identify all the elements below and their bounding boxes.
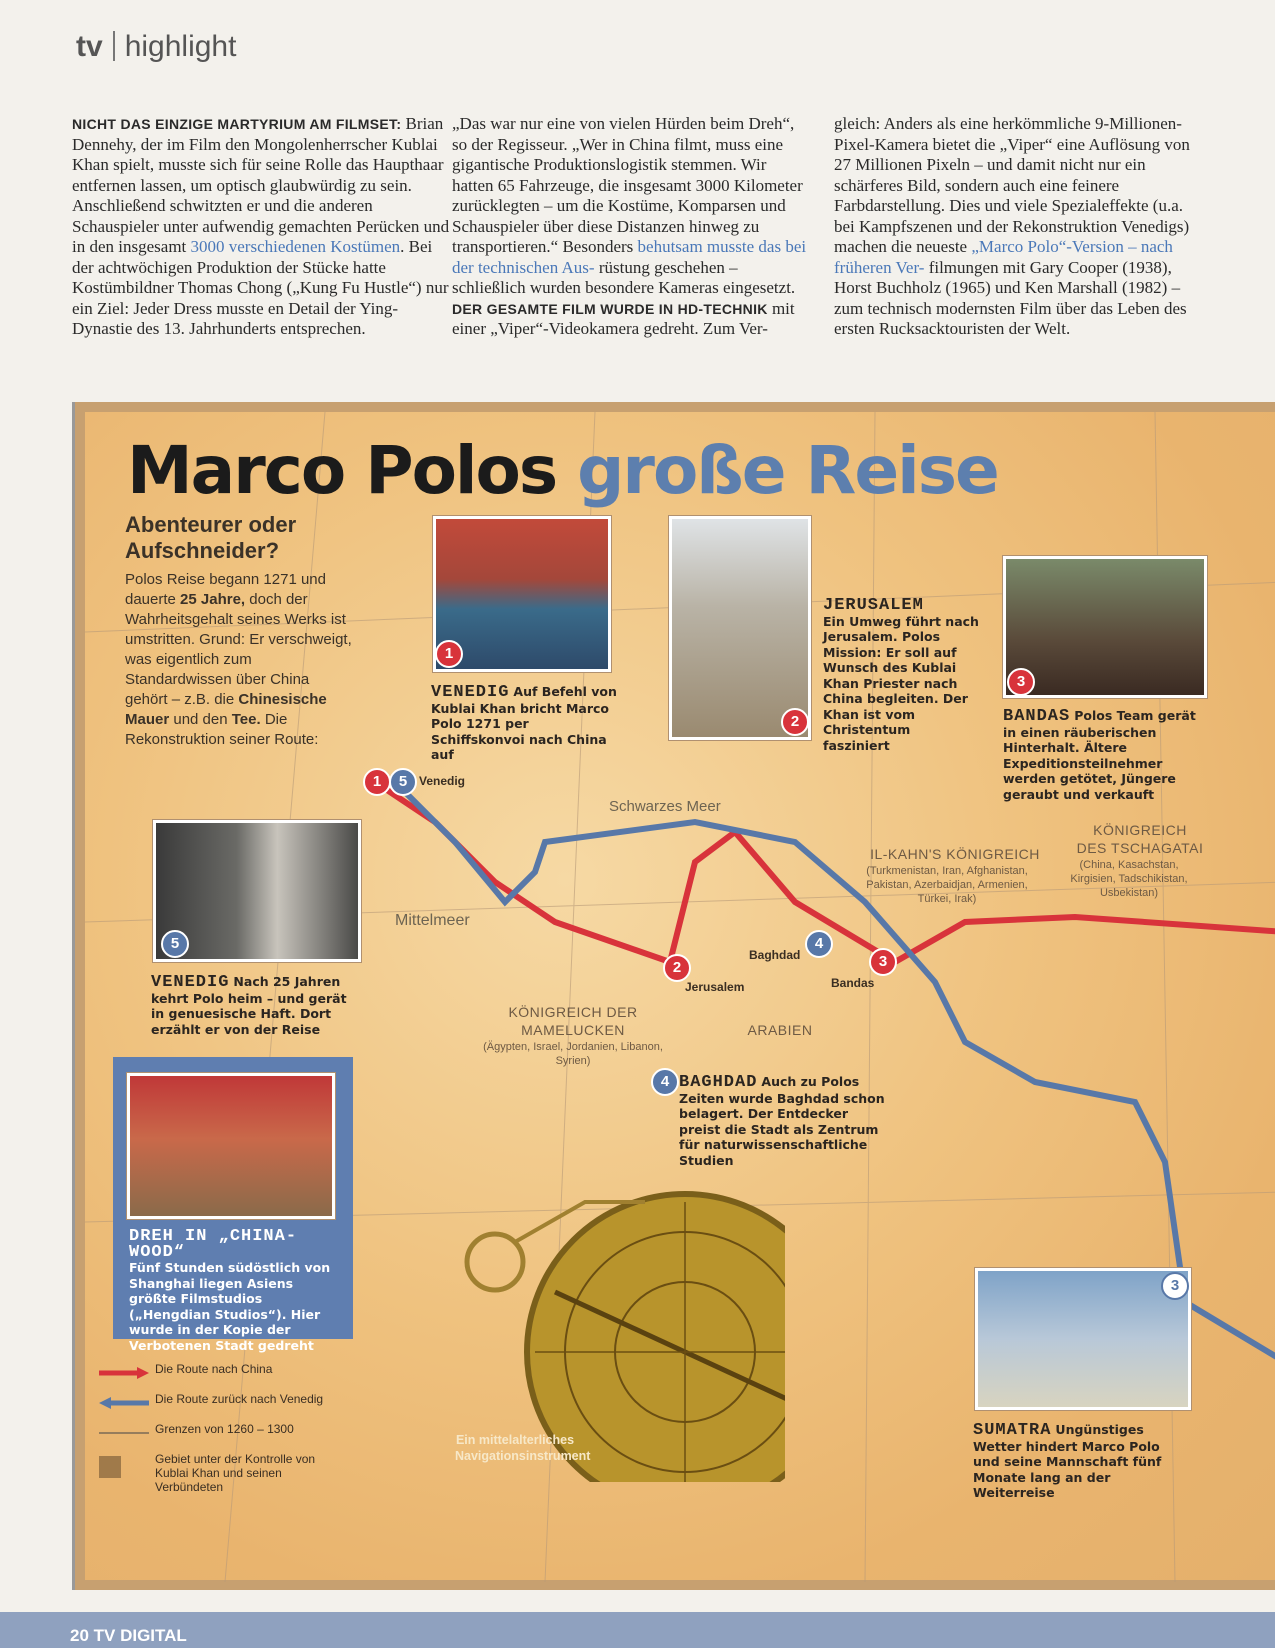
body-text: . Bei der achtwöchigen Produktion der Stücke hatte Kostümbildner Thomas Chong („Kung Fu Hustle“) nur ein Ziel: Jeder Dress musste en Detail der Ying-Dynastie des 13. Jahrhunderts entsprechen. [72, 237, 449, 338]
region-ilkhan: IL-KAHN'S KÖNIGREICH [870, 846, 1040, 862]
city-baghdad: Baghdad [749, 948, 801, 962]
caption-text: Fünf Stunden südöstlich von Shanghai liegen Asiens größte Filmstudios („Hengdian Studios“). Hier wurde in der Kopie der Verbotenen Stadt gedreht [129, 1260, 331, 1353]
venedig-return-caption [151, 974, 361, 1037]
caption-heading: JERUSALEM [823, 596, 924, 615]
body-text: gleich: Anders als eine herkömmliche 9-Millionen-Pixel-Kamera bietet die „Viper“ eine Auflösung von 27 Millionen Pixeln – und damit nicht nur ein schärferes Bild, sondern auch eine feinere Farbdarstellung. Dies und viele Spezialeffekte (u.a. bei Kampfszenen und der Rekonstruktion Venedigs) machen die neueste [834, 114, 1190, 256]
caption-heading: VENEDIG [431, 683, 510, 702]
title-part-1: Marco Polos [127, 432, 557, 509]
city-bandas: Bandas [831, 976, 875, 990]
route-marker-4: 4 [805, 930, 833, 958]
city-venedig: Venedig [419, 774, 466, 788]
territory-swatch-icon [99, 1456, 123, 1480]
region-arabien: ARABIEN [747, 1022, 813, 1038]
map-title [127, 432, 998, 509]
legend-label: Grenzen von 1260 – 1300 [155, 1422, 294, 1436]
region-mamelucken-line1: KÖNIGREICH DER [508, 1004, 638, 1020]
city-jerusalem: Jerusalem [685, 980, 745, 994]
region-ilkhan-countries: (Turkmenistan, Iran, Afghanistan, Pakistan, Azerbaidjan, Armenien, Türkei, Irak) [866, 865, 1028, 905]
intro-text-part: Polos Reise begann 1271 und dauerte [125, 571, 326, 608]
blue-arrow-icon [99, 1396, 149, 1410]
caption-heading: DREH IN „CHINA-WOOD“ [129, 1227, 298, 1262]
legend-route-back [99, 1392, 335, 1416]
intro-bold: Chinesische Mauer [125, 691, 327, 728]
title-part-2: große Reise [577, 432, 998, 509]
intro-heading: Abenteurer oder Aufschneider? [125, 512, 297, 563]
section-name: highlight [124, 30, 237, 63]
legend-label: Gebiet unter der Kontrolle von Kublai Khan und seinen Verbündeten [155, 1452, 316, 1494]
label-black-sea: Schwarzes Meer [609, 798, 721, 815]
intro-box [125, 512, 353, 750]
caption-text: Polos Team gerät in einen räuberischen Hinterhalt. Ältere Expeditionsteilnehmer werden getötet, Jüngere geraubt und verkauft [1003, 708, 1196, 802]
region-tschagatai-line2: DES TSCHAGATAI [1076, 840, 1204, 856]
marker-3: 3 [1007, 668, 1035, 696]
route-marker-2: 2 [663, 954, 691, 982]
sumatra-caption [973, 1422, 1179, 1501]
baghdad-caption [679, 1074, 889, 1168]
caption-text: Ein Umweg führt nach Jerusalem. Polos Mission: Er soll auf Wunsch des Kublai Khan Priester nach China begleiten. Der Khan ist vom Christentum fasziniert [823, 613, 979, 753]
body-text: Brian Dennehy, der im Film den Mongolenherrscher Kublai Khan spielt, musste sich für seine Rolle das Haupthaar entfernen lassen, um optisch glaubwürdig zu sein. Anschließend schwitzten er und die anderen Schauspieler unter aufwendig gemachten Perücken und in den insgesamt [72, 114, 450, 256]
intro-text [125, 570, 353, 750]
region-tschagatai-line1: KÖNIGREICH [1093, 822, 1187, 838]
body-text: rüstung geschehen – schließlich wurden besondere Kameras eingesetzt. [452, 257, 796, 297]
legend-borders [99, 1422, 335, 1446]
intro-text-part: doch der Wahrheitsgehalt seines Werks ist umstritten. Grund: Er verschweigt, was eigentlich zum Standardwissen über China gehört – z.B. die [125, 591, 352, 708]
map-legend [99, 1362, 335, 1494]
intro-text-part: und den [169, 711, 232, 728]
route-marker-5: 5 [389, 768, 417, 796]
marker-5: 5 [161, 930, 189, 958]
caption-text: Ungünstiges Wetter hindert Marco Polo und seine Mannschaft fünf Monate lang an der Weiterreise [973, 1422, 1162, 1500]
marker-4: 4 [651, 1068, 679, 1096]
route-marker-1: 1 [363, 768, 391, 796]
label-mediterranean: Mittelmeer [395, 912, 470, 929]
legend-label: Die Route nach China [155, 1362, 273, 1376]
lead-in: DER GESAMTE FILM WURDE IN HD-TECHNIK [452, 300, 768, 317]
caption-heading: BANDAS [1003, 707, 1071, 726]
region-mamelucken-line2: MAMELUCKEN [521, 1022, 625, 1038]
marker-3-sumatra: 3 [1161, 1272, 1189, 1300]
page-footer [0, 1612, 1275, 1648]
highlight-text: behutsam musste das bei der technischen Aus- [452, 237, 807, 277]
intro-bold: Tee. [231, 711, 261, 728]
red-arrow-icon [99, 1366, 149, 1380]
header-divider [113, 31, 115, 61]
body-text: „Das war nur eine von vielen Hürden beim Dreh“, so der Regisseur. „Wer in China filmt, muss eine gigantische Produktionslogistik stemmen. Wir hatten 65 Fahrzeuge, die insgesamt 3000 Kilometer zurücklegten – um die Kostüme, Komparsen und Schauspieler über diese Distanzen hinweg zu transportieren.“ Besonders [452, 114, 803, 256]
region-tschagatai-countries: (China, Kasachstan, Kirgisien, Tadschikistan, Usbekistan) [1070, 859, 1188, 899]
china-wood-box [113, 1057, 353, 1353]
caption-heading: SUMATRA [973, 1421, 1052, 1440]
intro-text-part: Die Rekonstruktion seiner Route: [125, 711, 319, 748]
caption-text: Auch zu Polos Zeiten wurde Baghdad schon belagert. Der Entdecker preist die Stadt als Zentrum für naturwissenschaftliche Studien [679, 1074, 885, 1168]
intro-bold: 25 Jahre, [180, 591, 246, 608]
border-line-icon [99, 1426, 149, 1440]
jerusalem-caption [823, 598, 981, 753]
legend-route-china [99, 1362, 335, 1386]
legend-label: Die Route zurück nach Venedig [155, 1392, 324, 1406]
sumatra-photo [975, 1268, 1191, 1410]
tv-logo: tv [76, 30, 103, 63]
lead-in: NICHT DAS EINZIGE MARTYRIUM AM FILMSET: [72, 116, 402, 132]
astrolabe-caption: Ein mittelalterliches Navigationsinstrument [455, 1433, 591, 1463]
highlight-text: „Marco Polo“-Version – nach früheren Ver- [834, 237, 1173, 277]
marker-2: 2 [781, 708, 809, 736]
route-map [72, 402, 1275, 1590]
highlight-text: 3000 verschiedenen Kostümen [190, 237, 401, 256]
china-wood-caption [129, 1229, 341, 1353]
caption-heading: VENEDIG [151, 973, 230, 992]
region-mamelucken-countries: (Ägypten, Israel, Jordanien, Libanon, Syrien) [483, 1041, 663, 1067]
body-text: mit einer „Viper“-Videokamera gedreht. Zum Ver- [452, 298, 795, 338]
section-header [76, 30, 236, 64]
article-column-1 [72, 114, 450, 340]
bandas-caption [1003, 708, 1209, 802]
forbidden-city-photo [127, 1073, 335, 1219]
page-number: 20 TV DIGITAL [70, 1626, 187, 1645]
article-column-2 [452, 114, 810, 340]
venedig-caption [431, 684, 621, 763]
body-text: filmungen mit Gary Cooper (1938), Horst Buchholz (1965) und Ken Marshall (1982) – zum technisch modernsten Film über das Leben des ersten Rucksacktouristen der Welt. [834, 257, 1187, 338]
caption-heading: BAGHDAD [679, 1073, 758, 1092]
legend-territory [99, 1452, 335, 1494]
article-column-3 [834, 114, 1202, 340]
caption-text: Auf Befehl von Kublai Khan bricht Marco Polo 1271 per Schiffskonvoi nach China auf [431, 684, 617, 762]
marker-1: 1 [435, 640, 463, 668]
caption-text: Nach 25 Jahren kehrt Polo heim – und gerät in genuesische Haft. Dort erzählt er von der Reise [151, 974, 347, 1037]
route-marker-3: 3 [869, 948, 897, 976]
jerusalem-photo [669, 516, 811, 740]
